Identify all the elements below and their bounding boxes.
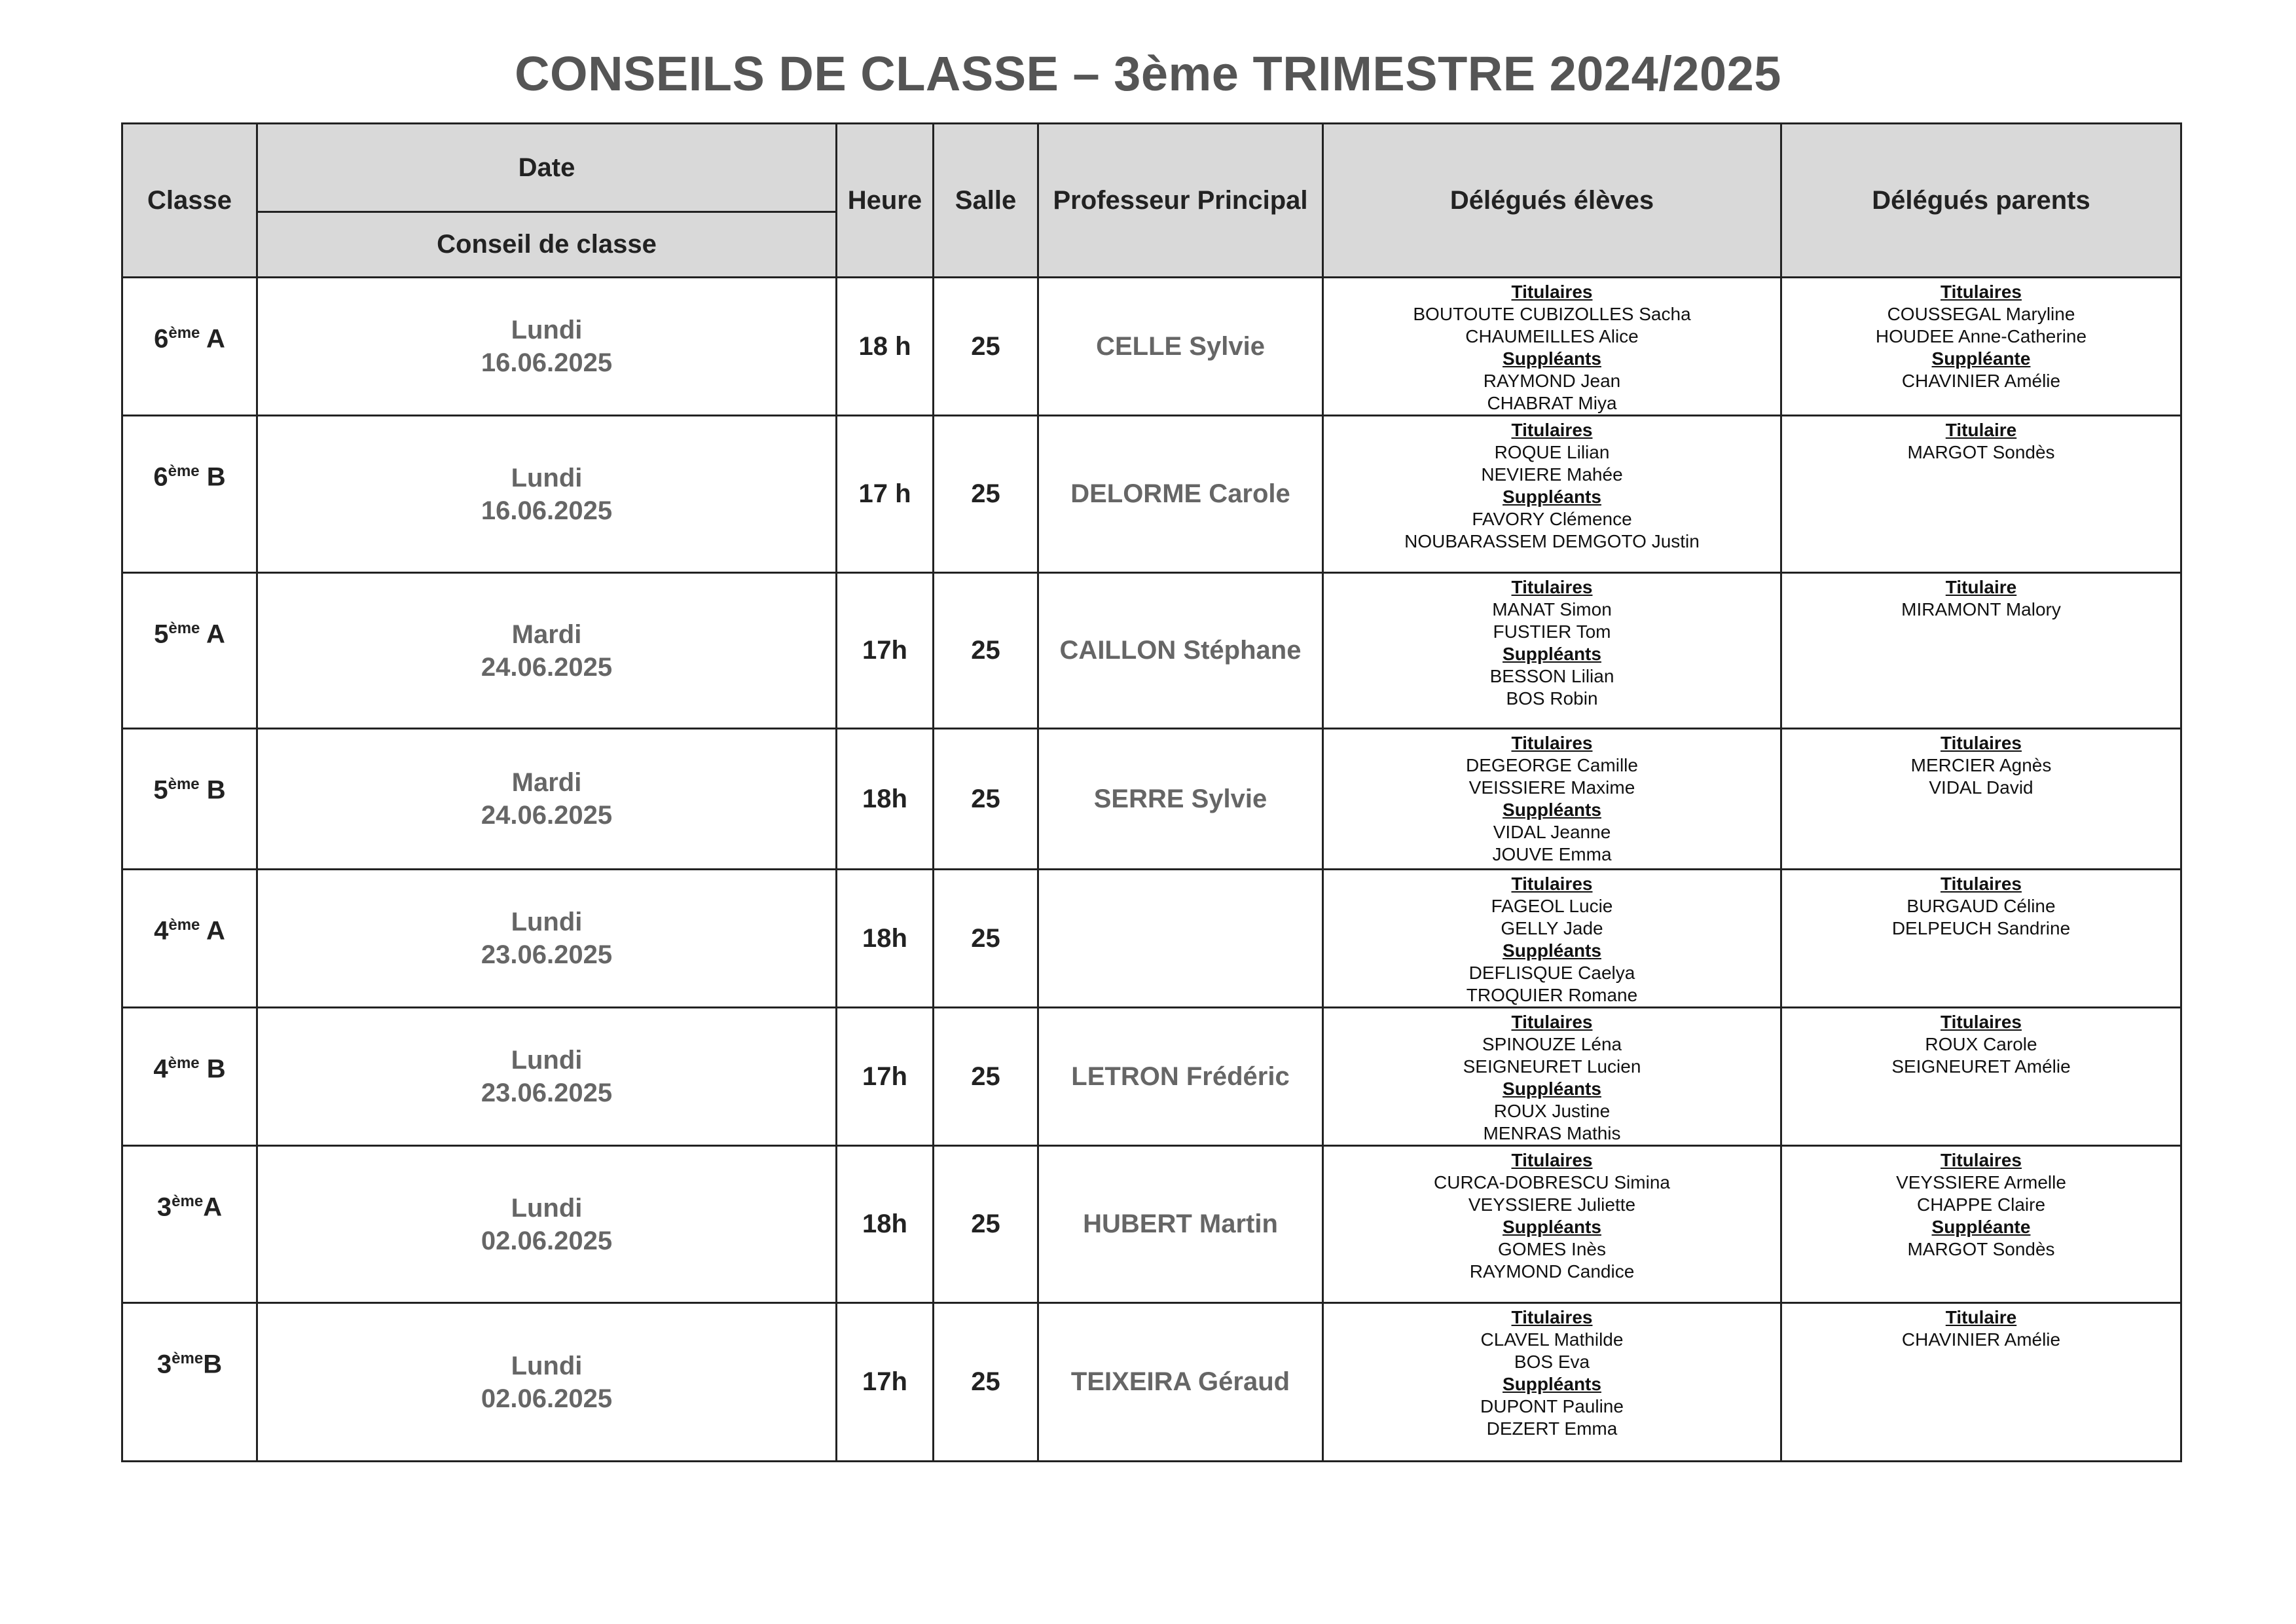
cell-delegues-parents	[1781, 1008, 2181, 1146]
delegate-name: DUPONT Pauline	[1480, 1396, 1624, 1416]
delegate-name: BURGAUD Céline	[1906, 896, 2056, 916]
delegate-name: VIDAL David	[1929, 777, 2033, 798]
classe-suffix: ème	[168, 324, 200, 342]
delegate-group-label: Titulaires	[1511, 420, 1593, 440]
delegate-group-label: Suppléants	[1503, 1079, 1601, 1099]
cell-professeur-principal: DELORME Carole	[1038, 416, 1323, 573]
header-date: Date	[257, 124, 837, 212]
classe-letter: B	[203, 1350, 223, 1379]
cell-professeur-principal	[1038, 870, 1323, 1008]
cell-salle: 25	[934, 1008, 1038, 1146]
delegate-name: VEYSSIERE Juliette	[1468, 1194, 1636, 1215]
cell-professeur-principal: LETRON Frédéric	[1038, 1008, 1323, 1146]
delegate-group-label: Suppléants	[1503, 644, 1601, 664]
date-value: 23.06.2025	[481, 940, 613, 969]
cell-delegues-parents	[1781, 573, 2181, 729]
cell-heure: 18h	[837, 870, 934, 1008]
cell-date	[257, 1303, 837, 1462]
header-delegues-parents: Délégués parents	[1781, 124, 2181, 278]
delegate-name: DEGEORGE Camille	[1466, 755, 1638, 775]
delegate-group-label: Titulaires	[1941, 1012, 2022, 1032]
delegate-name: CHAVINIER Amélie	[1901, 371, 2061, 391]
delegate-name: CHAVINIER Amélie	[1901, 1329, 2061, 1350]
cell-classe	[122, 573, 257, 729]
date-day: Mardi	[511, 619, 582, 649]
delegate-name: HOUDEE Anne-Catherine	[1875, 326, 2087, 346]
delegate-name: VEISSIERE Maxime	[1468, 777, 1635, 798]
classe-suffix: ème	[172, 1350, 204, 1367]
delegate-name: BOS Eva	[1514, 1352, 1590, 1372]
delegate-name: MENRAS Mathis	[1483, 1123, 1621, 1143]
delegate-group-label: Titulaire	[1945, 420, 2017, 440]
delegate-name: DEFLISQUE Caelya	[1468, 963, 1635, 983]
delegate-name: SEIGNEURET Lucien	[1463, 1056, 1641, 1077]
cell-salle: 25	[934, 573, 1038, 729]
date-value: 02.06.2025	[481, 1384, 613, 1413]
delegate-group-label: Titulaires	[1511, 733, 1593, 753]
cell-classe	[122, 729, 257, 870]
header-classe: Classe	[122, 124, 257, 278]
date-day: Lundi	[511, 316, 583, 344]
cell-salle: 25	[934, 729, 1038, 870]
cell-heure: 17 h	[837, 416, 934, 573]
delegate-group-label: Suppléants	[1503, 487, 1601, 507]
delegate-name: MIRAMONT Malory	[1901, 599, 2061, 619]
table-row	[122, 1008, 2181, 1146]
classe-number: 3	[156, 1350, 172, 1379]
delegate-name: ROQUE Lilian	[1494, 442, 1610, 462]
cell-delegues-parents	[1781, 416, 2181, 573]
delegate-name: CHAUMEILLES Alice	[1465, 326, 1639, 346]
classe-suffix: ème	[168, 775, 200, 793]
cell-salle: 25	[934, 1303, 1038, 1462]
date-day: Lundi	[511, 1351, 583, 1380]
delegate-name: ROUX Justine	[1493, 1101, 1611, 1121]
delegate-name: SPINOUZE Léna	[1482, 1034, 1622, 1054]
delegate-name: NOUBARASSEM DEMGOTO Justin	[1404, 531, 1700, 551]
cell-delegues-parents	[1781, 1303, 2181, 1462]
delegate-group-label: Titulaires	[1511, 874, 1593, 894]
delegate-name: GELLY Jade	[1501, 918, 1603, 938]
cell-professeur-principal: TEIXEIRA Géraud	[1038, 1303, 1323, 1462]
cell-delegues-parents	[1781, 1146, 2181, 1303]
cell-delegues-eleves	[1323, 1146, 1781, 1303]
delegate-group-label: Titulaires	[1941, 1150, 2022, 1170]
classe-letter: A	[200, 916, 225, 946]
delegate-name: JOUVE Emma	[1492, 844, 1612, 864]
cell-delegues-parents	[1781, 278, 2181, 416]
table-row	[122, 1146, 2181, 1303]
cell-delegues-parents	[1781, 729, 2181, 870]
classe-suffix: ème	[168, 462, 200, 480]
classe-letter: B	[199, 462, 226, 492]
header-conseil-de-classe: Conseil de classe	[257, 212, 837, 278]
delegate-name: CLAVEL Mathilde	[1480, 1329, 1624, 1350]
date-value: 23.06.2025	[481, 1079, 613, 1107]
cell-salle: 25	[934, 416, 1038, 573]
delegate-group-label: Suppléante	[1931, 348, 2031, 369]
delegate-group-label: Titulaires	[1511, 1307, 1593, 1327]
classe-letter: A	[200, 619, 225, 649]
table-row	[122, 416, 2181, 573]
header-salle: Salle	[934, 124, 1038, 278]
cell-heure: 17h	[837, 1008, 934, 1146]
cell-date	[257, 573, 837, 729]
header-heure: Heure	[837, 124, 934, 278]
cell-salle: 25	[934, 278, 1038, 416]
delegate-name: ROUX Carole	[1925, 1034, 2037, 1054]
delegate-name: DEZERT Emma	[1486, 1418, 1618, 1439]
classe-number: 5	[153, 775, 168, 805]
cell-delegues-eleves	[1323, 278, 1781, 416]
delegate-name: CHAPPE Claire	[1916, 1194, 2046, 1215]
cell-salle: 25	[934, 1146, 1038, 1303]
delegate-group-label: Titulaires	[1941, 282, 2022, 302]
delegate-name: SEIGNEURET Amélie	[1891, 1056, 2071, 1077]
delegate-name: BOUTOUTE CUBIZOLLES Sacha	[1413, 304, 1691, 324]
date-day: Mardi	[511, 768, 582, 797]
date-value: 02.06.2025	[481, 1226, 613, 1255]
table-header	[122, 124, 2181, 278]
delegate-name: MARGOT Sondès	[1907, 1239, 2055, 1259]
classe-number: 6	[154, 324, 169, 354]
delegate-name: MERCIER Agnès	[1910, 755, 2052, 775]
delegate-name: MARGOT Sondès	[1907, 442, 2055, 462]
cell-classe	[122, 1008, 257, 1146]
delegate-name: VEYSSIERE Armelle	[1896, 1172, 2066, 1192]
delegate-name: FAGEOL Lucie	[1491, 896, 1613, 916]
cell-date	[257, 870, 837, 1008]
cell-delegues-eleves	[1323, 729, 1781, 870]
delegate-name: TROQUIER Romane	[1466, 985, 1638, 1005]
cell-heure: 17h	[837, 1303, 934, 1462]
cell-delegues-eleves	[1323, 1303, 1781, 1462]
delegate-name: MANAT Simon	[1492, 599, 1612, 619]
delegate-group-label: Titulaires	[1511, 1012, 1593, 1032]
classe-number: 6	[153, 462, 168, 492]
cell-delegues-eleves	[1323, 1008, 1781, 1146]
date-day: Lundi	[511, 1193, 583, 1223]
header-delegues-eleves: Délégués élèves	[1323, 124, 1781, 278]
cell-professeur-principal: CAILLON Stéphane	[1038, 573, 1323, 729]
date-day: Lundi	[511, 908, 583, 936]
cell-classe	[122, 1303, 257, 1462]
classe-number: 5	[154, 619, 169, 649]
cell-classe	[122, 416, 257, 573]
delegate-name: GOMES Inès	[1498, 1239, 1606, 1259]
cell-delegues-eleves	[1323, 573, 1781, 729]
date-day: Lundi	[511, 463, 583, 492]
cell-date	[257, 278, 837, 416]
cell-professeur-principal: CELLE Sylvie	[1038, 278, 1323, 416]
cell-date	[257, 729, 837, 870]
delegate-name: DELPEUCH Sandrine	[1891, 918, 2071, 938]
cell-heure: 18h	[837, 729, 934, 870]
cell-delegues-eleves	[1323, 416, 1781, 573]
delegate-group-label: Titulaires	[1511, 577, 1593, 597]
delegate-name: CURCA-DOBRESCU Simina	[1434, 1172, 1670, 1192]
delegate-name: FAVORY Clémence	[1472, 509, 1632, 529]
cell-date	[257, 416, 837, 573]
delegate-group-label: Titulaires	[1941, 733, 2022, 753]
cell-classe	[122, 1146, 257, 1303]
delegate-name: COUSSEGAL Maryline	[1887, 304, 2075, 324]
delegate-name: BOS Robin	[1506, 688, 1598, 709]
cell-professeur-principal: SERRE Sylvie	[1038, 729, 1323, 870]
date-value: 24.06.2025	[481, 801, 613, 830]
classe-letter: B	[199, 1054, 226, 1084]
delegate-group-label: Titulaires	[1941, 874, 2022, 894]
delegate-group-label: Suppléants	[1503, 940, 1601, 961]
classe-suffix: ème	[168, 916, 200, 934]
cell-delegues-parents	[1781, 870, 2181, 1008]
classe-suffix: ème	[168, 1054, 200, 1072]
cell-salle: 25	[934, 870, 1038, 1008]
delegate-group-label: Titulaires	[1511, 1150, 1593, 1170]
classe-number: 3	[156, 1192, 172, 1222]
delegate-group-label: Suppléants	[1503, 348, 1601, 369]
date-value: 24.06.2025	[481, 652, 613, 682]
table-row	[122, 729, 2181, 870]
classe-suffix: ème	[168, 619, 200, 637]
classe-letter: B	[199, 775, 226, 805]
cell-professeur-principal: HUBERT Martin	[1038, 1146, 1323, 1303]
delegate-group-label: Suppléante	[1931, 1217, 2031, 1237]
classe-letter: A	[200, 324, 225, 354]
cell-heure: 18 h	[837, 278, 934, 416]
table-row	[122, 870, 2181, 1008]
date-value: 16.06.2025	[481, 496, 613, 525]
header-professeur-principal: Professeur Principal	[1038, 124, 1323, 278]
delegate-group-label: Titulaire	[1945, 577, 2017, 597]
delegate-name: RAYMOND Candice	[1469, 1261, 1635, 1282]
delegate-name: CHABRAT Miya	[1487, 393, 1617, 413]
cell-heure: 18h	[837, 1146, 934, 1303]
table-row	[122, 1303, 2181, 1462]
cell-classe	[122, 870, 257, 1008]
delegate-group-label: Titulaires	[1511, 282, 1593, 302]
delegate-name: BESSON Lilian	[1489, 666, 1614, 686]
classe-number: 4	[154, 916, 169, 946]
cell-classe	[122, 278, 257, 416]
delegate-group-label: Titulaire	[1945, 1307, 2017, 1327]
cell-heure: 17h	[837, 573, 934, 729]
schedule-table	[121, 122, 2182, 1462]
table-row	[122, 573, 2181, 729]
classe-suffix: ème	[172, 1192, 204, 1210]
cell-delegues-eleves	[1323, 870, 1781, 1008]
date-day: Lundi	[511, 1046, 583, 1075]
document-title: CONSEILS DE CLASSE – 3ème TRIMESTRE 2024/2025	[515, 46, 1781, 101]
delegate-group-label: Suppléants	[1503, 1374, 1601, 1394]
cell-date	[257, 1146, 837, 1303]
delegate-name: NEVIERE Mahée	[1481, 464, 1623, 485]
date-value: 16.06.2025	[481, 348, 613, 377]
delegate-group-label: Suppléants	[1503, 1217, 1601, 1237]
delegate-name: VIDAL Jeanne	[1493, 822, 1611, 842]
classe-letter: A	[203, 1192, 223, 1222]
cell-date	[257, 1008, 837, 1146]
table-body	[122, 278, 2181, 1462]
delegate-name: RAYMOND Jean	[1483, 371, 1621, 391]
classe-number: 4	[153, 1054, 168, 1084]
delegate-name: FUSTIER Tom	[1493, 621, 1611, 642]
delegate-group-label: Suppléants	[1503, 800, 1601, 820]
table-row	[122, 278, 2181, 416]
